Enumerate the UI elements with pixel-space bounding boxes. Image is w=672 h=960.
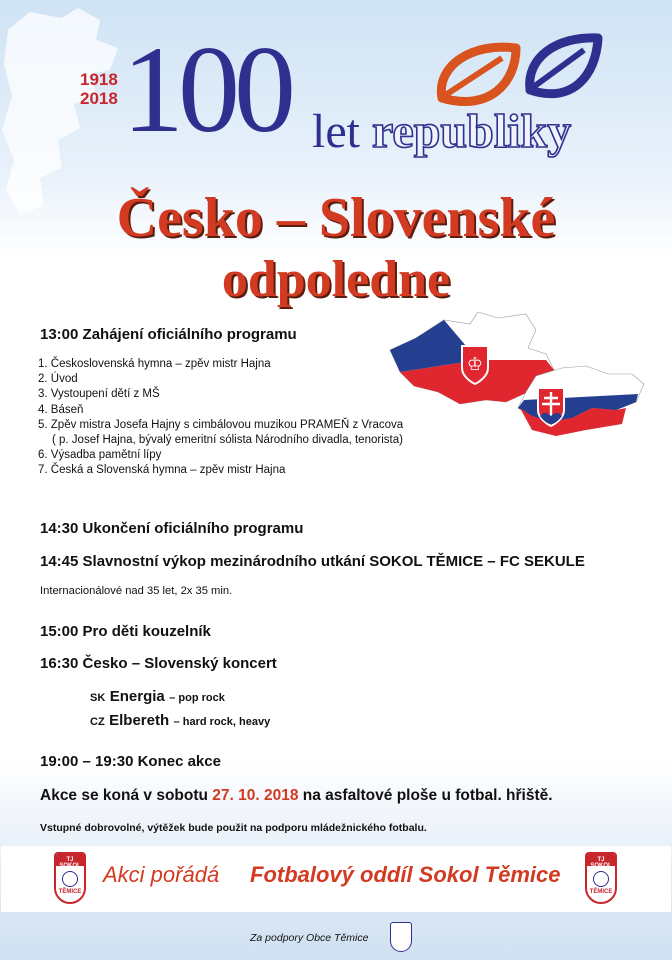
band-row: [90, 688, 225, 706]
date-prefix: Akce se koná v sobotu: [40, 787, 213, 804]
program-item: 5. Zpěv mistra Josefa Hajny s cimbálovou muzikou PRAMEŇ z Vracova: [38, 418, 404, 431]
band-country: SK: [90, 692, 106, 704]
date-suffix: na asfaltové ploše u fotbal. hřiště.: [298, 787, 553, 804]
band-name: Elbereth: [109, 712, 170, 729]
schedule-end: 19:00 – 19:30 Konec akce: [40, 753, 221, 770]
program-item: 3. Vystoupení dětí z MŠ: [38, 388, 160, 401]
leaves-logo-icon: [432, 28, 612, 124]
program-item: 6. Výsadba pamětní lípy: [38, 449, 162, 462]
year-end: 2018: [80, 89, 118, 108]
word-let: let: [312, 105, 360, 158]
word-republiky: republiky: [371, 105, 572, 158]
title-line-2: odpoledne: [221, 251, 451, 308]
support-text: Za podpory Obce Těmice: [250, 932, 369, 944]
schedule-kickoff: 14:45 Slavnostní výkop mezinárodního utkání SOKOL TĚMICE – FC SEKULE: [40, 553, 585, 570]
year-start: 1918: [80, 70, 118, 89]
organizer-name: Fotbalový oddíl Sokol Těmice: [250, 862, 561, 887]
hundred-number: 100: [122, 21, 290, 158]
schedule-concert: 16:30 Česko – Slovenský koncert: [40, 655, 277, 672]
club-logo-left-icon: TJ SOKOL TĚMICE: [54, 852, 86, 904]
czech-slovak-map-icon: [386, 312, 648, 452]
schedule-kids: 15:00 Pro děti kouzelník: [40, 623, 211, 640]
club-logo-right-icon: TJ SOKOL TĚMICE: [585, 852, 617, 904]
date-line: [40, 787, 553, 805]
program-item: 7. Česká a Slovenská hymna – zpěv mistr Hajna: [38, 464, 286, 477]
band-row: [90, 712, 270, 730]
band-name: Energia: [109, 688, 165, 705]
program-start: 13:00 Zahájení oficiálního programu: [40, 326, 297, 343]
organizer-label: Akci pořádá: [103, 862, 220, 887]
program-item: 2. Úvod: [38, 373, 78, 386]
program-item-note: ( p. Josef Hajna, bývalý emeritní sólista Národního divadla, tenorista): [52, 434, 403, 447]
band-country: CZ: [90, 716, 105, 728]
svg-text:♔: ♔: [466, 354, 484, 375]
municipality-crest-icon: [390, 922, 412, 952]
event-date: 27. 10. 2018: [212, 787, 299, 804]
program-item: 4. Báseň: [38, 403, 84, 416]
band-genre: – pop rock: [169, 692, 225, 704]
schedule-end-official: 14:30 Ukončení oficiálního programu: [40, 520, 304, 537]
program-list: [38, 357, 403, 479]
band-genre: – hard rock, heavy: [173, 716, 271, 728]
program-item: 1. Československá hymna – zpěv mistr Hajna: [38, 358, 271, 370]
kickoff-note: Internacionálové nad 35 let, 2x 35 min.: [40, 585, 233, 597]
entry-note: Vstupné dobrovolné, výtěžek bude použit na podporu mládežnického fotbalu.: [40, 822, 427, 834]
years-badge: [80, 70, 118, 108]
title-line-1: Česko – Slovenské: [116, 187, 556, 249]
